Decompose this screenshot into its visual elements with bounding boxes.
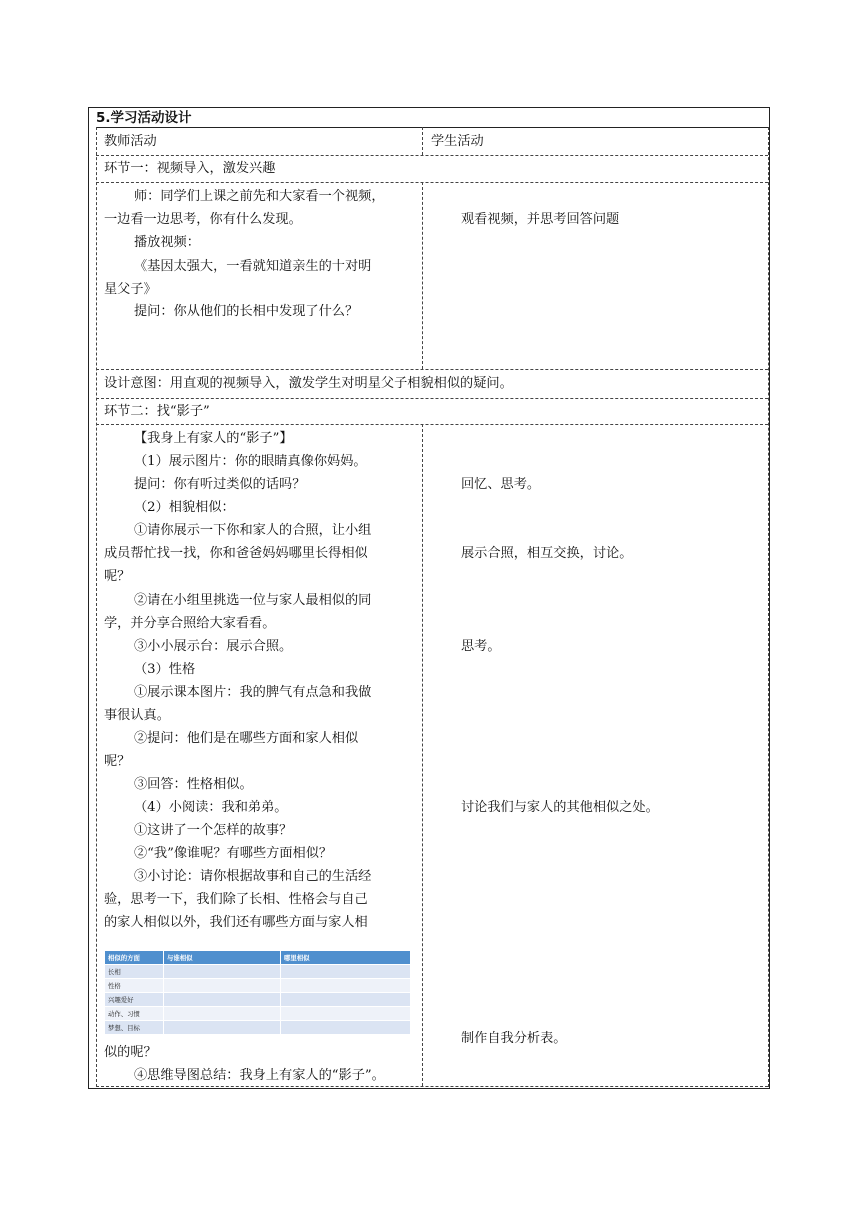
text-line: 播放视频：	[134, 235, 200, 250]
stage-title: 环节一：视频导入，激发兴趣	[104, 161, 276, 176]
student-item: 回忆、思考。	[461, 477, 541, 492]
text-line: 提问：你有听过类似的话吗？	[134, 477, 306, 492]
table-row	[105, 1021, 411, 1035]
text-line: ②请在小组里挑选一位与家人最相似的同	[134, 593, 372, 608]
self-analysis-table	[104, 950, 411, 1035]
table-row	[105, 993, 411, 1007]
rule	[96, 1086, 768, 1087]
text-line: 师：同学们上课之前先和大家看一个视频，	[134, 189, 385, 204]
rule	[96, 424, 768, 425]
rule	[422, 182, 423, 369]
text-line: ④思维导图总结：我身上有家人的“影子”。	[134, 1068, 385, 1083]
text-line: 呢？	[104, 569, 131, 584]
rule	[96, 369, 768, 370]
table-header: 哪里相似	[281, 951, 411, 965]
text-line: 似的呢？	[104, 1045, 157, 1060]
rule	[768, 127, 769, 1087]
student-item: 制作自我分析表。	[461, 1031, 567, 1046]
table-cell	[164, 993, 281, 1007]
student-activity-header: 学生活动	[431, 134, 484, 149]
text-line: 学，并分享合照给大家看看。	[104, 616, 276, 631]
student-item: 展示合照，相互交换，讨论。	[461, 546, 633, 561]
text-line: 一边看一边思考，你有什么发现。	[104, 212, 302, 227]
table-cell	[281, 1021, 411, 1035]
student-item: 讨论我们与家人的其他相似之处。	[461, 800, 659, 815]
table-cell	[164, 1021, 281, 1035]
row-label: 长相	[105, 965, 164, 979]
text-line: ①这讲了一个怎样的故事？	[134, 823, 293, 838]
text-line: 呢？	[104, 754, 131, 769]
design-intent: 设计意图：用直观的视频导入，激发学生对明星父子相貌相似的疑问。	[104, 376, 513, 391]
rule	[96, 182, 768, 183]
text-line: （2）相貌相似：	[134, 500, 235, 515]
table-cell	[164, 979, 281, 993]
table-header: 与谁相似	[164, 951, 281, 965]
text-line: 成员帮忙找一找，你和爸爸妈妈哪里长得相似	[104, 546, 368, 561]
rule	[422, 424, 423, 1086]
table-cell	[281, 1007, 411, 1021]
table-row	[105, 979, 411, 993]
text-line: ③小小展示台：展示合照。	[134, 639, 293, 654]
text-line: （4）小阅读：我和弟弟。	[134, 800, 288, 815]
row-label: 兴趣爱好	[105, 993, 164, 1007]
text-line: ②“我”像谁呢？有哪些方面相似？	[134, 846, 333, 861]
rule	[96, 155, 768, 156]
table-cell	[281, 965, 411, 979]
stage1-student-text: 观看视频，并思考回答问题	[461, 212, 620, 227]
rule	[96, 127, 768, 128]
rule	[96, 398, 768, 399]
table-header: 相似的方面	[105, 951, 164, 965]
row-label: 梦想、目标	[105, 1021, 164, 1035]
text-line: 的家人相似以外，我们还有哪些方面与家人相	[104, 915, 368, 930]
table-cell	[164, 1007, 281, 1021]
text-line: 验，思考一下，我们除了长相、性格会与自己	[104, 892, 368, 907]
text-line: ②提问：他们是在哪些方面和家人相似	[134, 731, 359, 746]
text-line: 星父子》	[104, 282, 157, 297]
table-row	[105, 965, 411, 979]
row-label: 性格	[105, 979, 164, 993]
table-cell	[281, 979, 411, 993]
student-item: 思考。	[461, 639, 501, 654]
rule	[96, 127, 97, 1087]
table-cell	[281, 993, 411, 1007]
section-title: 5.学习活动设计	[96, 110, 192, 126]
text-line: ①展示课本图片：我的脾气有点急和我做	[134, 685, 372, 700]
text-line: （3）性格	[134, 662, 196, 677]
text-line: ③回答：性格相似。	[134, 777, 253, 792]
stage-title: 环节二：找“影子”	[104, 404, 210, 419]
text-line: 【我身上有家人的“影子”】	[134, 431, 293, 446]
table-row	[105, 1007, 411, 1021]
text-line: 《基因太强大，一看就知道亲生的十对明	[134, 259, 372, 274]
text-line: ①请你展示一下你和家人的合照，让小组	[134, 523, 372, 538]
text-line: ③小讨论：请你根据故事和自己的生活经	[134, 869, 372, 884]
teacher-activity-header: 教师活动	[104, 134, 157, 149]
table-cell	[164, 965, 281, 979]
text-line: 事很认真。	[104, 708, 170, 723]
text-line: （1）展示图片：你的眼睛真像你妈妈。	[134, 454, 367, 469]
text-line: 提问：你从他们的长相中发现了什么？	[134, 304, 359, 319]
rule	[422, 127, 423, 155]
row-label: 动作、习惯	[105, 1007, 164, 1021]
